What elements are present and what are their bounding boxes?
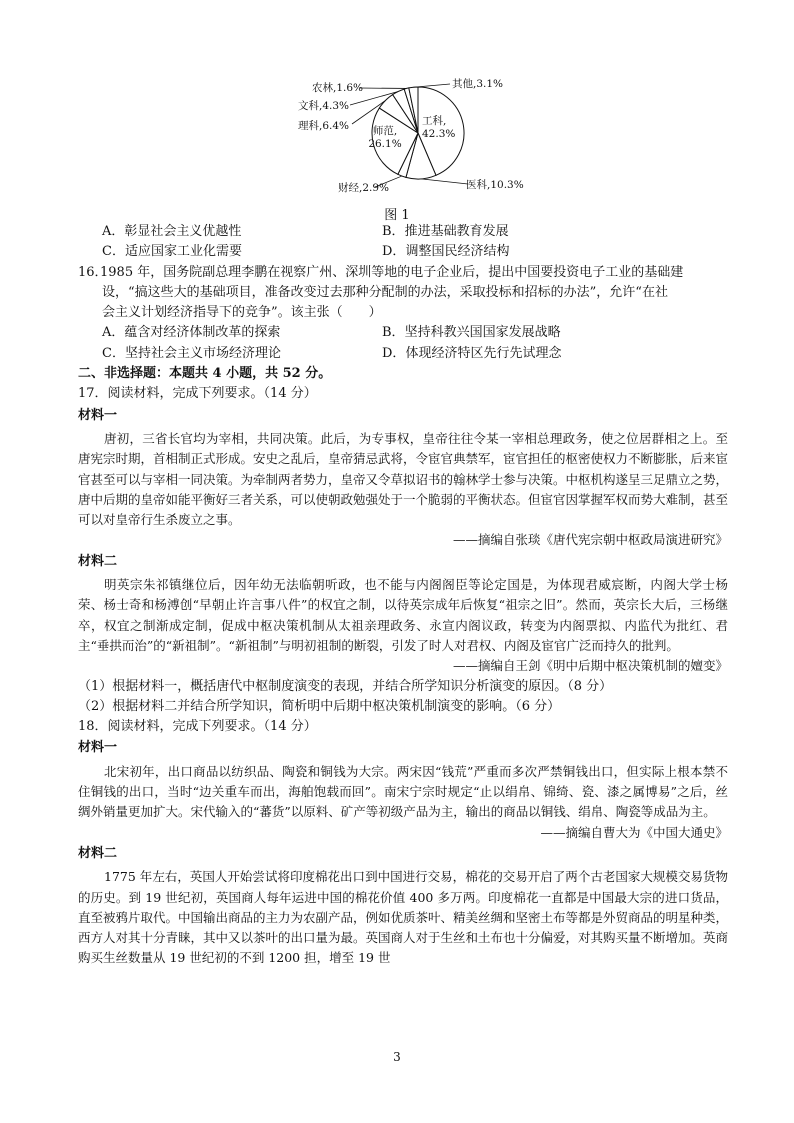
pie-label-1: 医科,10.3% bbox=[466, 179, 524, 191]
q16-options bbox=[78, 323, 728, 364]
q16-stem-line2: 设，“搞这些大的基础项目，准备改变过去那种分配制的办法，采取投标和招标的办法”，允许“在社 bbox=[102, 284, 668, 300]
q17-subquestion-2: （2）根据材料二并结合所学知识，简析明中后期中枢决策机制演变的影响。（6 分） bbox=[78, 698, 561, 714]
pie-label-2: 财经,2.9% bbox=[338, 182, 390, 194]
pie-leader-line-1 bbox=[421, 179, 468, 184]
q18-material-2-text: 1775 年左右，英国人开始尝试将印度棉花出口到中国进行交易，棉花的交易开启了两个古老国家大规模交易货物的历史。到 19 世纪初，英国商人每年运进中国的棉花价值 400 多万两。印度棉花一直都是中国最大宗的进口货品，直至被鸦片取代。中国输出商品的主力为农副产品，例如优质茶叶、精美丝绸和坚密土布等都是外贸商品的明星种类，西方人对其十分青睐，其中又以茶叶的出口量为最。英国商人对于生丝和土布也十分偏爱，对其购买量不断增加。英商购买生丝数量从 19 世纪初的不到 1200 担，增至 19 世 bbox=[78, 869, 729, 966]
q18-stem: 18．阅读材料，完成下列要求。（14 分） bbox=[78, 719, 317, 735]
q17-stem: 17．阅读材料，完成下列要求。（14 分） bbox=[78, 386, 317, 402]
pie-label-0: 工科, 42.3% bbox=[422, 115, 456, 140]
pie-chart-svg bbox=[270, 60, 550, 205]
q18-material-1-title: 材料一 bbox=[78, 740, 118, 756]
pie-label-3: 师范, 26.1% bbox=[368, 125, 402, 150]
q16-option-c: C．坚持社会主义市场经济理论 bbox=[102, 345, 281, 361]
q17-material-1-text: 唐初，三省长官均为宰相，共同决策。此后，为专事权，皇帝往往令某一宰相总理政务，使之位居群相之上。至唐宪宗时期，首相制正式形成。安史之乱后，皇帝猜忌武将，令宦官典禁军，宦官担任的枢密使权力不断膨胀，后来宦官甚至可以与宰相一同决策。为牵制两者势力，皇帝又令草拟诏书的翰林学士参与决策。中枢机构遂呈三足鼎立之势，唐中后期的皇帝如能平衡好三者关系，可以使朝政勉强处于一个脆弱的平衡状态。但宦官因掌握军权而势大难制，甚至可以对皇帝行生杀废立之事。 bbox=[78, 430, 729, 528]
q17-material-2-title: 材料二 bbox=[78, 553, 118, 569]
q15-option-d: D．调整国民经济结构 bbox=[382, 244, 510, 260]
pie-label-4: 理科,6.4% bbox=[298, 120, 350, 132]
question-18 bbox=[78, 717, 728, 969]
q16-option-a: A．蕴含对经济体制改革的探索 bbox=[102, 325, 281, 341]
q17-subquestion-1: （1）根据材料一，概括唐代中枢制度演变的表现，并结合所学知识分析演变的原因。（8 分） bbox=[78, 678, 613, 694]
q18-material-1-source: ——摘编自曹大为《中国大通史》 bbox=[540, 824, 728, 840]
q16-stem: 16．1985 年，国务院副总理李鹏在视察广州、深圳等地的电子企业后，提出中国要投资电子工业的基础建 bbox=[78, 264, 684, 280]
q16-option-d: D．体现经济特区先行先试理念 bbox=[382, 345, 562, 361]
q15-option-c: C．适应国家工业化需要 bbox=[102, 244, 242, 260]
q15-option-b: B．推进基础教育发展 bbox=[382, 224, 509, 239]
q17-material-2-text: 明英宗朱祁镇继位后，因年幼无法临朝听政，也不能与内阁阁臣等论定国是，为体现君威宸断，内阁大学士杨荣、杨士奇和杨溥创“早朝止许言事八件”的权宜之制，以待英宗成年后恢复“祖宗之旧”。然而，英宗长大后，三杨继卒，权宜之制渐成定制，促成中枢决策机制从太祖亲理政务、永宣内阁议政，转变为内阁票拟、内监代为批红、君主“垂拱而治”的“新祖制”。“新祖制”与明初祖制的断裂，引发了时人对君权、内阁及宦官广泛而持久的批判。 bbox=[78, 577, 728, 653]
pie-label-7: 其他,3.1% bbox=[452, 78, 504, 90]
q15-options bbox=[78, 222, 728, 263]
pie-label-5: 文科,4.3% bbox=[298, 100, 350, 112]
q18-material-2-title: 材料二 bbox=[78, 845, 118, 861]
question-16 bbox=[78, 263, 728, 364]
figure-caption: 图 1 bbox=[384, 208, 410, 223]
q16-option-b: B．坚持科教兴国国家发展战略 bbox=[382, 325, 561, 341]
q18-material-1-text: 北宋初年，出口商品以纺织品、陶瓷和铜钱为大宗。两宋因“钱荒”严重而多次严禁铜钱出口，但实际上根本禁不住铜钱的出口，当时“边关重车而出，海舶饱载而回”。南宋宁宗时规定“止以绢帛、锦绮、瓷、漆之属博易”之后，丝绸外销量更加扩大。宋代输入的“蕃货”以原料、矿产等初级产品为主，输出的商品以铜钱、绢帛、陶瓷等成品为主。 bbox=[78, 763, 728, 820]
q15-option-a: A．彰显社会主义优越性 bbox=[102, 224, 242, 239]
pie-leader-line-7 bbox=[413, 84, 450, 87]
q17-material-2-source: ——摘编自王剑《明中后期中枢决策机制的嬗变》 bbox=[452, 658, 728, 674]
section-2-title: 二、非选择题：本题共 4 小题，共 52 分。 bbox=[78, 366, 332, 382]
q16-stem-line3: 会主义计划经济指导下的竞争”。该主张（ ） bbox=[102, 305, 382, 321]
page-number: 3 bbox=[393, 1050, 401, 1064]
question-17 bbox=[78, 384, 728, 717]
exam-content bbox=[78, 222, 728, 969]
q17-material-1-title: 材料一 bbox=[78, 407, 118, 423]
pie-chart bbox=[270, 60, 550, 205]
q17-material-1-source: ——摘编自张琰《唐代宪宗朝中枢政局演进研究》 bbox=[452, 532, 728, 548]
pie-label-6: 农林,1.6% bbox=[312, 82, 364, 94]
